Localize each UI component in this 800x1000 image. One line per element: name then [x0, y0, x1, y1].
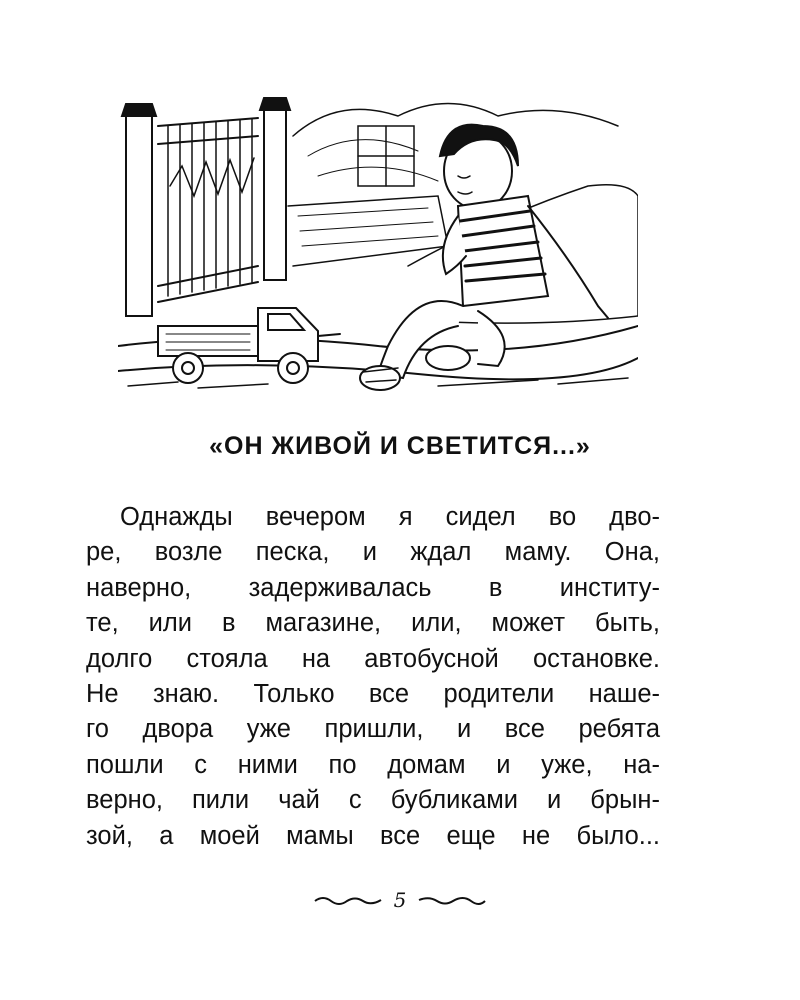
chapter-title: «ОН ЖИВОЙ И СВЕТИТСЯ...»	[209, 432, 591, 460]
right-flourish-icon	[417, 892, 487, 908]
text-line: го двора уже пришли, и все ребята	[86, 715, 660, 744]
text-line: наверно, задерживалась в институ-	[86, 573, 660, 602]
text-line: Не знаю. Только все родители наше-	[86, 680, 660, 709]
text-line: ре, возле песка, и ждал маму. Она,	[86, 538, 660, 567]
boy-with-toy-truck-illustration	[118, 96, 638, 396]
page-footer	[0, 888, 800, 912]
page-number: 5	[393, 888, 407, 912]
text-line: пошли с ними по домам и уже, на-	[86, 750, 660, 779]
chapter-illustration	[118, 96, 638, 396]
body-paragraph	[86, 500, 660, 854]
text-line: те, или в магазине, или, может быть,	[86, 609, 660, 638]
text-line: долго стояла на автобусной остановке.	[86, 644, 660, 673]
left-flourish-icon	[313, 892, 383, 908]
text-line: верно, пили чай с бубликами и брын-	[86, 786, 660, 815]
text-line: зой, а моей мамы все еще не было...	[86, 821, 660, 850]
text-line: Однажды вечером я сидел во дво-	[120, 503, 660, 531]
